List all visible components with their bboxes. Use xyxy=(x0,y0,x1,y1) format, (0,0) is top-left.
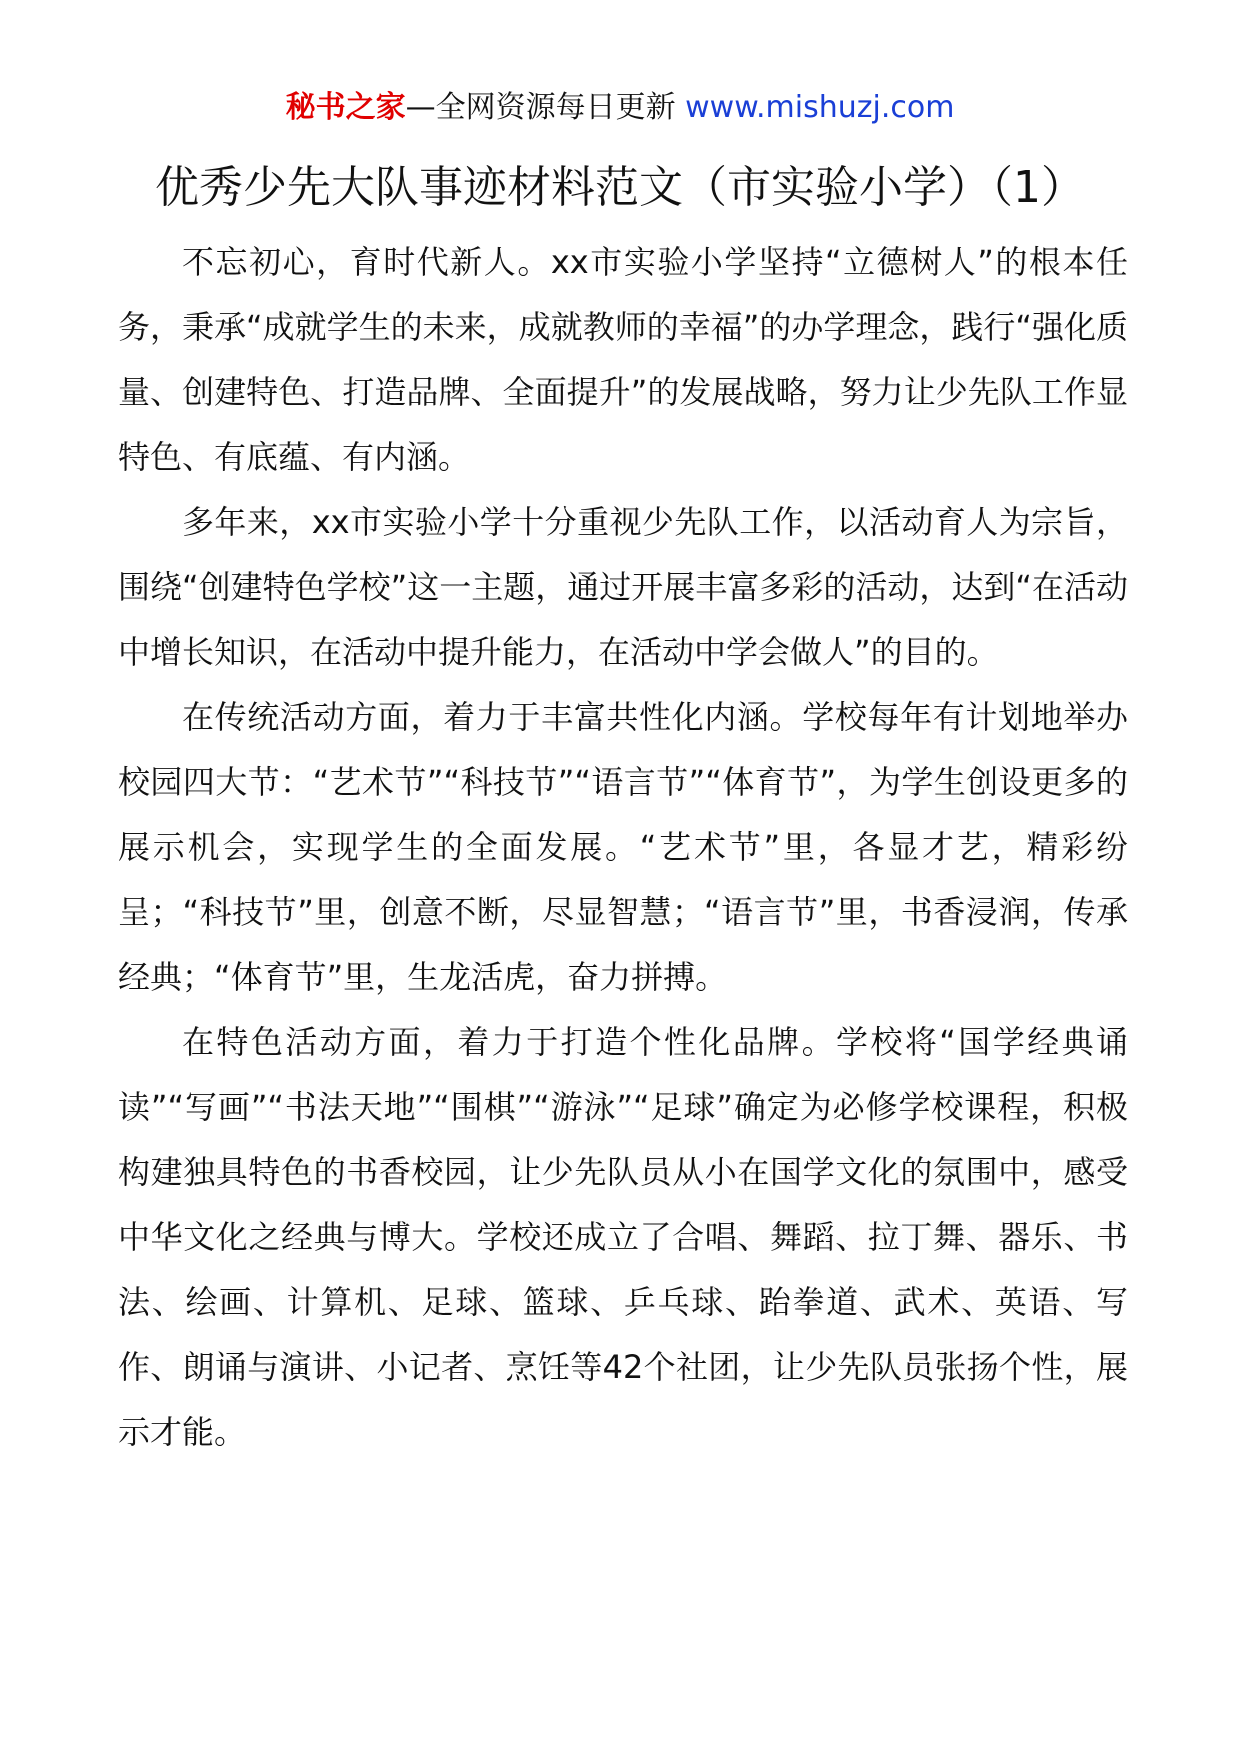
site-url-link[interactable]: www.mishuzj.com xyxy=(685,90,955,125)
paragraph-1: 不忘初心，育时代新人。xx市实验小学坚持“立德树人”的根本任务，秉承“成就学生的未来，成就教师的幸福”的办学理念，践行“强化质量、创建特色、打造品牌、全面提升”的发展战略，努力让少先队工作显特色、有底蕴、有内涵。 xyxy=(118,243,1128,476)
paragraph-2: 多年来，xx市实验小学十分重视少先队工作，以活动育人为宗旨，围绕“创建特色学校”这一主题，通过开展丰富多彩的活动，达到“在活动中增长知识，在活动中提升能力，在活动中学会做人”的目的。 xyxy=(118,503,1128,671)
document-title: 优秀少先大队事迹材料范文（市实验小学）（1） xyxy=(155,162,1085,213)
brand-name: 秘书之家 xyxy=(285,90,406,125)
document-body xyxy=(118,230,1128,1465)
paragraph-4: 在特色活动方面，着力于打造个性化品牌。学校将“国学经典诵读”“写画”“书法天地”“围棋”“游泳”“足球”确定为必修学校课程，积极构建独具特色的书香校园，让少先队员从小在国学文化的氛围中，感受中华文化之经典与博大。学校还成立了合唱、舞蹈、拉丁舞、器乐、书法、绘画、计算机、足球、篮球、乒乓球、跆拳道、武术、英语、写作、朗诵与演讲、小记者、烹饪等42个社团，让少先队员张扬个性，展示才能。 xyxy=(118,1023,1128,1451)
site-header xyxy=(0,88,1240,128)
paragraph-3: 在传统活动方面，着力于丰富共性化内涵。学校每年有计划地举办校园四大节：“艺术节”“科技节”“语言节”“体育节”，为学生创设更多的展示机会，实现学生的全面发展。“艺术节”里，各显才艺，精彩纷呈；“科技节”里，创意不断，尽显智慧；“语言节”里，书香浸润，传承经典；“体育节”里，生龙活虎，奋力拼搏。 xyxy=(118,698,1128,996)
header-slogan: —全网资源每日更新 xyxy=(405,90,676,125)
